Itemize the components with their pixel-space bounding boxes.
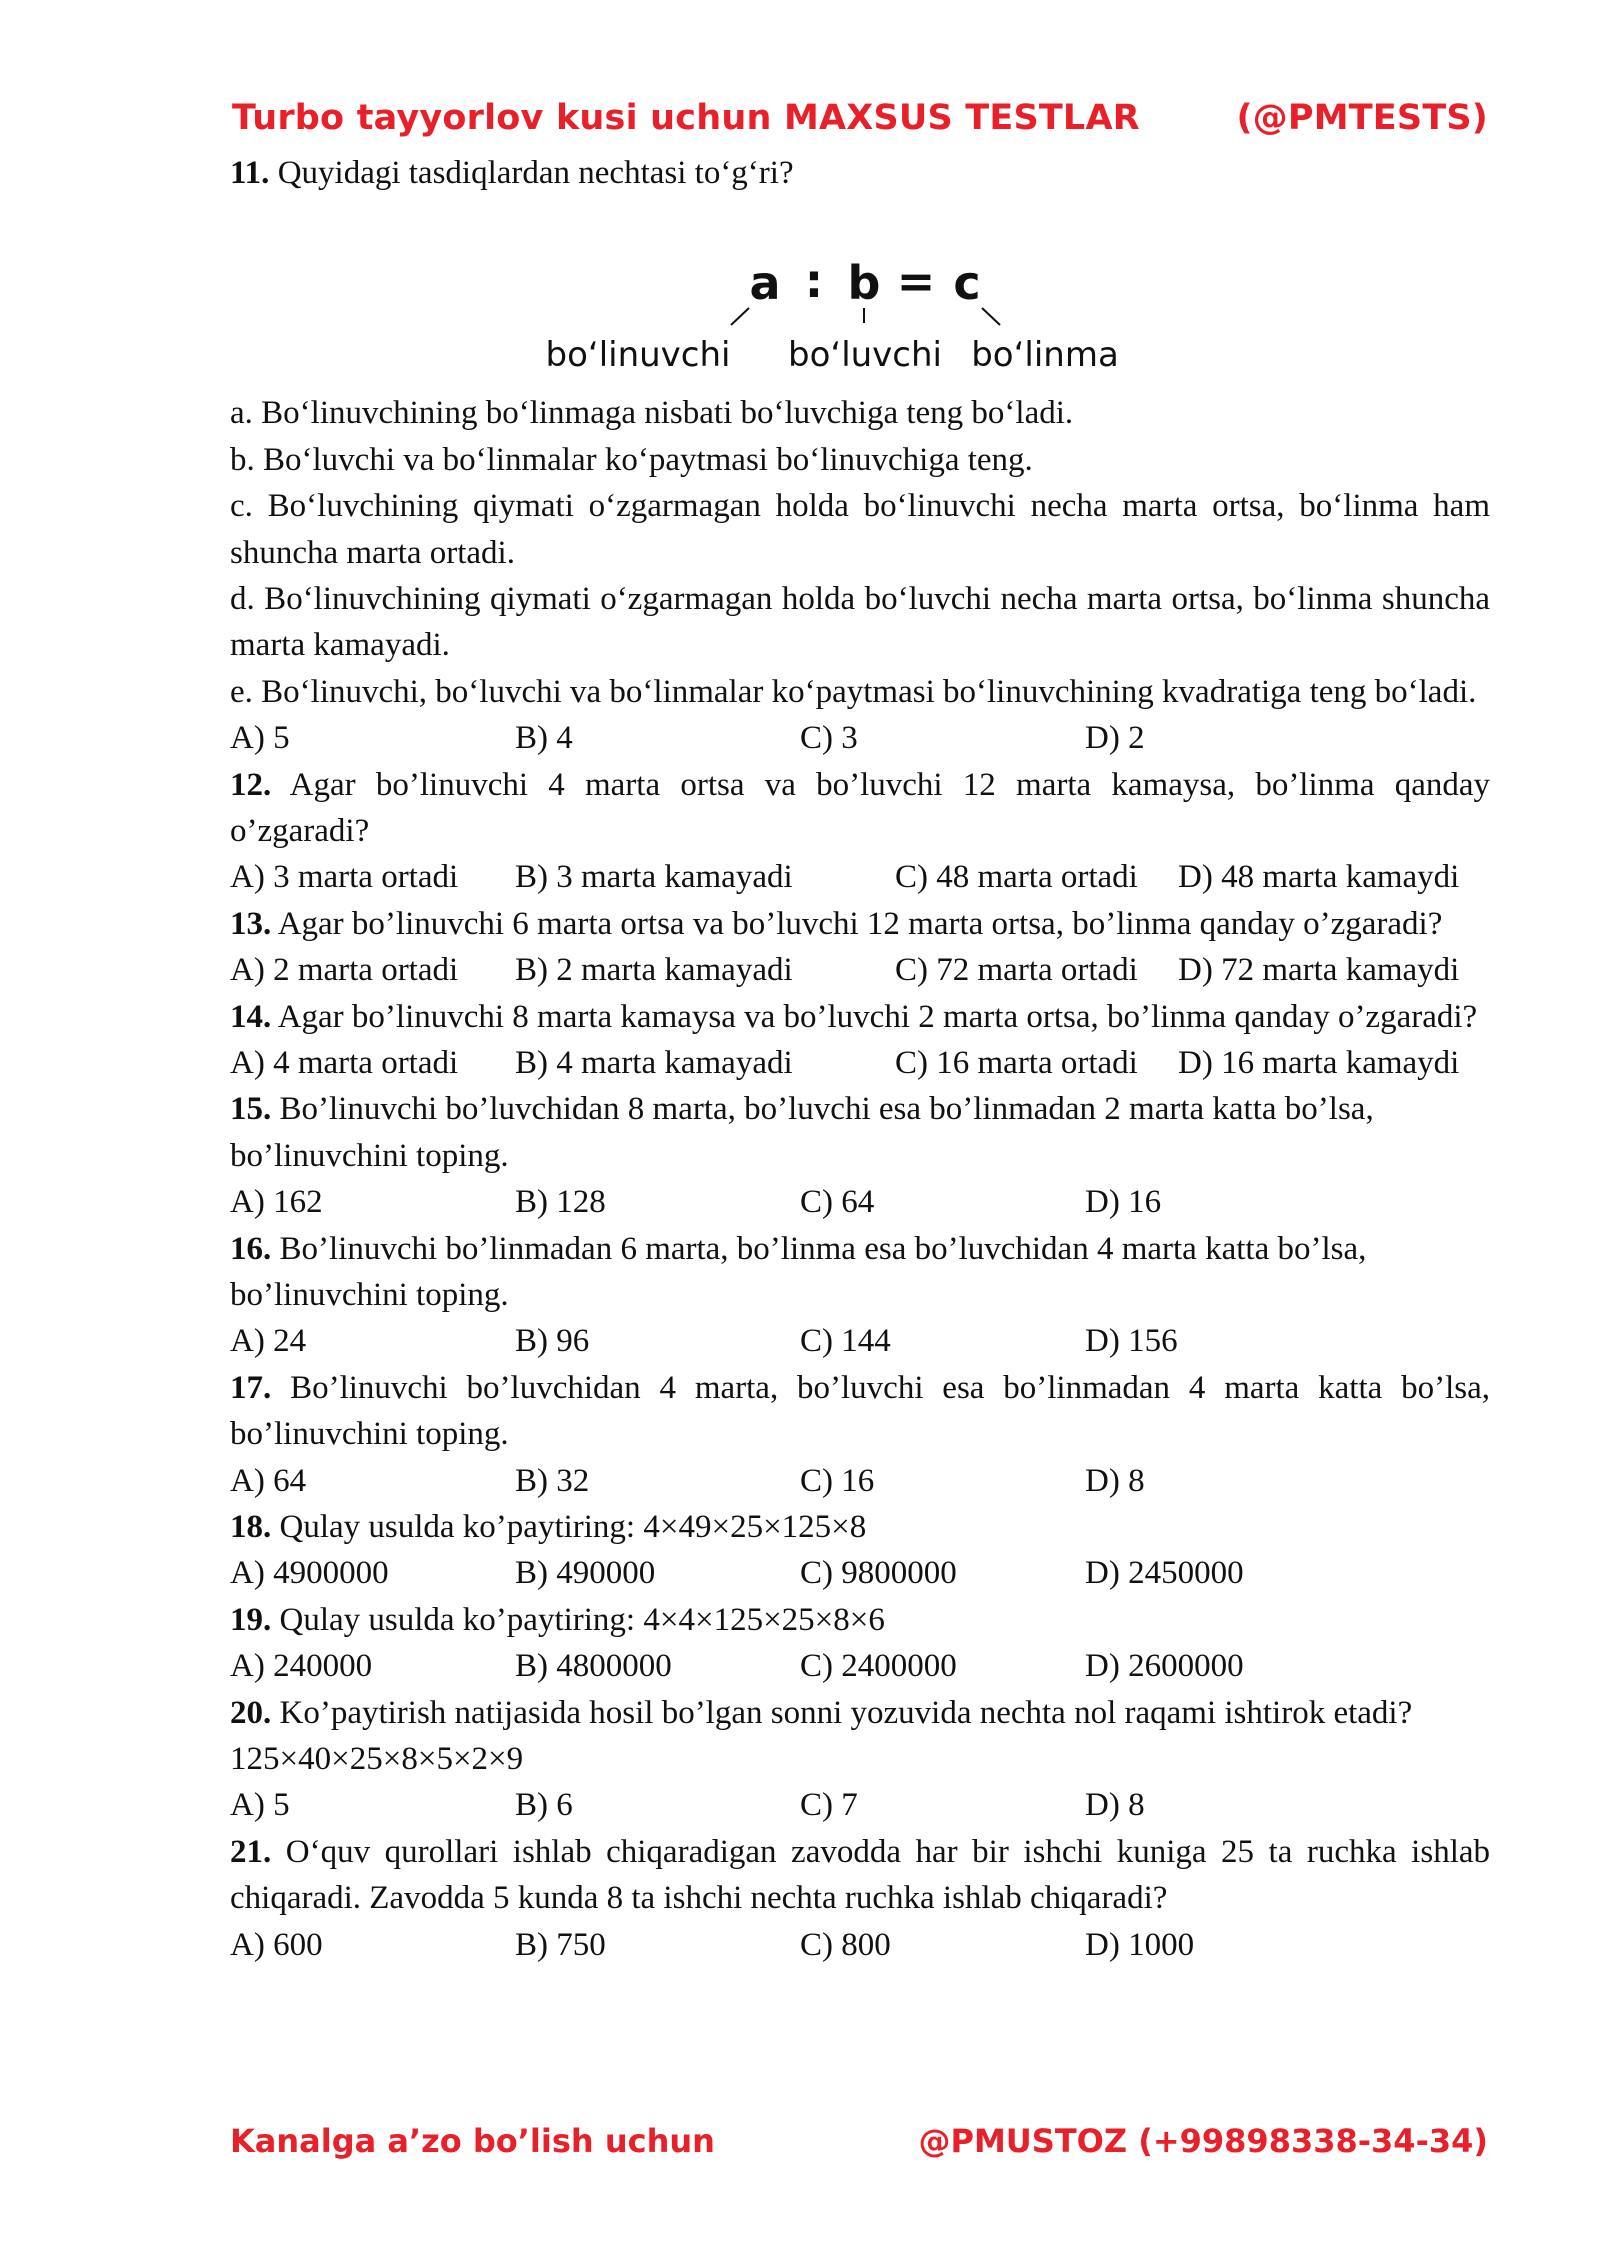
answer-options — [230, 1550, 1490, 1596]
option-d: D) 2450000 — [1085, 1555, 1244, 1592]
question-19 — [230, 1597, 1490, 1690]
question-21 — [230, 1829, 1490, 1968]
option-b: B) 128 — [515, 1184, 606, 1221]
page-header — [232, 98, 1488, 148]
option-a: A) 5 — [230, 1787, 290, 1824]
option-a: A) 240000 — [230, 1648, 373, 1685]
footer-subscribe-text: Kanalga a’zo bo’lish uchun — [230, 2122, 715, 2160]
option-d: D) 72 marta kamaydi — [1178, 952, 1460, 989]
statement-c: c. Bo‘luvchining qiymati o‘zgarmagan holda bo‘linuvchi necha marta ortsa, bo‘linma ham shuncha marta ortadi. — [230, 488, 1490, 571]
option-a: A) 162 — [230, 1184, 323, 1221]
option-c: C) 48 marta ortadi — [895, 859, 1138, 896]
answer-options — [230, 1318, 1490, 1364]
question-number: 18. — [230, 1509, 272, 1546]
question-text — [230, 994, 1490, 1040]
statement-e: e. Bo‘linuvchi, bo‘luvchi va bo‘linmalar ko‘paytmasi bo‘linuvchining kvadratiga teng bo‘ladi. — [230, 673, 1477, 710]
option-c: C) 144 — [800, 1323, 891, 1360]
question-text — [230, 1597, 1490, 1643]
question-text — [230, 1690, 1490, 1736]
option-b: B) 490000 — [515, 1555, 656, 1592]
answer-options — [230, 854, 1490, 900]
answer-options — [230, 1782, 1490, 1828]
option-d: D) 1000 — [1085, 1926, 1195, 1963]
formula-a: a — [749, 256, 781, 311]
question-16 — [230, 1226, 1490, 1365]
question-expression: 125×40×25×8×5×2×9 — [230, 1741, 524, 1778]
option-c: C) 16 — [800, 1462, 875, 1499]
question-body: Ko’paytirish natijasida hosil bo’lgan sonni yozuvida nechta nol raqami ishtirok etadi? — [279, 1694, 1413, 1731]
formula-colon: : — [804, 254, 824, 309]
option-a: A) 4 marta ortadi — [230, 1045, 459, 1082]
question-17 — [230, 1365, 1490, 1504]
option-d: D) 156 — [1085, 1323, 1178, 1360]
option-c: C) 3 — [800, 720, 858, 757]
question-text — [230, 1226, 1490, 1319]
option-c: C) 2400000 — [800, 1648, 957, 1685]
question-body: Agar bo’linuvchi 4 marta ortsa va bo’luvchi 12 marta kamaysa, bo’linma qanday o’zgaradi? — [230, 766, 1490, 850]
question-body: Bo’linuvchi bo’luvchidan 8 marta, bo’luvchi esa bo’linmadan 2 marta katta bo’lsa, bo’linuvchini toping. — [230, 1091, 1374, 1174]
label-divisor: bo‘luvchi — [788, 335, 942, 376]
question-text — [230, 1504, 1490, 1550]
formula-equals: = — [896, 254, 936, 309]
option-b: B) 3 marta kamayadi — [515, 859, 793, 896]
label-quotient: bo‘linma — [971, 335, 1119, 376]
option-b: B) 6 — [515, 1787, 573, 1824]
question-body: Bo’linuvchi bo’luvchidan 4 marta, bo’luvchi esa bo’linmadan 4 marta katta bo’lsa, bo’linuvchini toping. — [230, 1369, 1490, 1453]
question-number: 14. — [230, 998, 272, 1035]
question-number: 19. — [230, 1601, 272, 1638]
question-15 — [230, 1086, 1490, 1225]
question-20 — [230, 1690, 1490, 1829]
question-number: 20. — [230, 1694, 272, 1731]
question-11 — [230, 150, 1490, 762]
option-a: A) 600 — [230, 1926, 323, 1963]
option-a: A) 24 — [230, 1323, 307, 1360]
option-c: C) 800 — [800, 1926, 891, 1963]
option-d: D) 8 — [1085, 1787, 1145, 1824]
label-dividend: bo‘linuvchi — [545, 335, 731, 376]
option-c: C) 9800000 — [800, 1555, 957, 1592]
option-d: D) 2600000 — [1085, 1648, 1244, 1685]
statement-b: b. Bo‘luvchi va bo‘linmalar ko‘paytmasi bo‘linuvchiga teng. — [230, 441, 1033, 478]
option-d: D) 2 — [1085, 720, 1145, 757]
pointer-line-dividend — [731, 308, 749, 325]
question-12 — [230, 762, 1490, 901]
question-text — [230, 150, 1490, 196]
question-number: 12. — [230, 766, 272, 803]
answer-options — [230, 1179, 1490, 1225]
question-text — [230, 1829, 1490, 1922]
division-formula-figure — [230, 196, 1490, 390]
question-number: 11. — [230, 155, 270, 191]
header-title: Turbo tayyorlov kusi uchun MAXSUS TESTLAR — [232, 98, 1140, 138]
question-body: Qulay usulda ko’paytiring: 4×49×25×125×8 — [279, 1509, 867, 1546]
question-number: 17. — [230, 1369, 272, 1406]
questions — [230, 150, 1490, 1968]
question-body: Agar bo’linuvchi 6 marta ortsa va bo’luvchi 12 marta ortsa, bo’linma qanday o’zgaradi? — [277, 905, 1443, 942]
statement-a: a. Bo‘linuvchining bo‘linmaga nisbati bo‘luvchiga teng bo‘ladi. — [230, 395, 1074, 432]
option-d: D) 8 — [1085, 1462, 1145, 1499]
option-d: D) 16 marta kamaydi — [1178, 1045, 1460, 1082]
question-body: Bo’linuvchi bo’linmadan 6 marta, bo’linma esa bo’luvchidan 4 marta katta bo’lsa, bo’linuvchini toping. — [230, 1230, 1367, 1314]
question-text — [230, 762, 1490, 855]
question-number: 13. — [230, 905, 272, 942]
option-d: D) 16 — [1085, 1184, 1162, 1221]
option-a: A) 4900000 — [230, 1555, 389, 1592]
question-number: 21. — [230, 1833, 272, 1870]
answer-options — [230, 1040, 1490, 1086]
question-18 — [230, 1504, 1490, 1597]
formula-c: c — [953, 256, 981, 311]
answer-options — [230, 1643, 1490, 1689]
option-b: B) 750 — [515, 1926, 606, 1963]
option-b: B) 32 — [515, 1462, 590, 1499]
question-text — [230, 1086, 1490, 1179]
answer-options — [230, 1922, 1490, 1968]
division-diagram — [230, 196, 1490, 390]
question-number: 16. — [230, 1230, 272, 1267]
option-b: B) 4800000 — [515, 1648, 672, 1685]
option-a: A) 2 marta ortadi — [230, 952, 459, 989]
question-body: Agar bo’linuvchi 8 marta kamaysa va bo’luvchi 2 marta ortsa, bo’linma qanday o’zgaradi? — [277, 998, 1478, 1035]
question-text — [230, 901, 1490, 947]
option-c: C) 16 marta ortadi — [895, 1045, 1138, 1082]
option-c: C) 7 — [800, 1787, 858, 1824]
answer-options — [230, 1458, 1490, 1504]
page-footer — [230, 2122, 1488, 2172]
question-body: O‘quv qurollari ishlab chiqaradigan zavodda har bir ishchi kuniga 25 ta ruchka ishlab chiqaradi. Zavodda 5 kunda 8 ta ishchi nechta ruchka ishlab chiqaradi? — [230, 1833, 1491, 1917]
footer-contact: @PMUSTOZ (+99898338-34-34) — [918, 2122, 1488, 2160]
option-b: B) 2 marta kamayadi — [515, 952, 793, 989]
answer-options — [230, 947, 1490, 993]
pointer-line-quotient — [982, 308, 1000, 325]
option-a: A) 5 — [230, 720, 290, 757]
option-a: A) 64 — [230, 1462, 307, 1499]
question-number: 15. — [230, 1091, 272, 1128]
option-c: C) 64 — [800, 1184, 875, 1221]
statement-d: d. Bo‘linuvchining qiymati o‘zgarmagan holda bo‘luvchi necha marta ortsa, bo‘linma shuncha marta kamayadi. — [230, 581, 1490, 664]
question-13 — [230, 901, 1490, 994]
question-body: Qulay usulda ko’paytiring: 4×4×125×25×8×6 — [279, 1601, 885, 1638]
option-a: A) 3 marta ortadi — [230, 859, 459, 896]
option-b: B) 96 — [515, 1323, 590, 1360]
answer-options — [230, 715, 1490, 761]
question-14 — [230, 994, 1490, 1087]
question-text — [230, 1365, 1490, 1458]
option-b: B) 4 — [515, 720, 573, 757]
question-body: Quyidagi tasdiqlardan nechtasi to‘g‘ri? — [277, 155, 794, 191]
formula-b: b — [847, 256, 881, 311]
option-b: B) 4 marta kamayadi — [515, 1045, 793, 1082]
option-d: D) 48 marta kamaydi — [1178, 859, 1460, 896]
header-channel: (@PMTESTS) — [1236, 98, 1488, 138]
option-c: C) 72 marta ortadi — [895, 952, 1138, 989]
